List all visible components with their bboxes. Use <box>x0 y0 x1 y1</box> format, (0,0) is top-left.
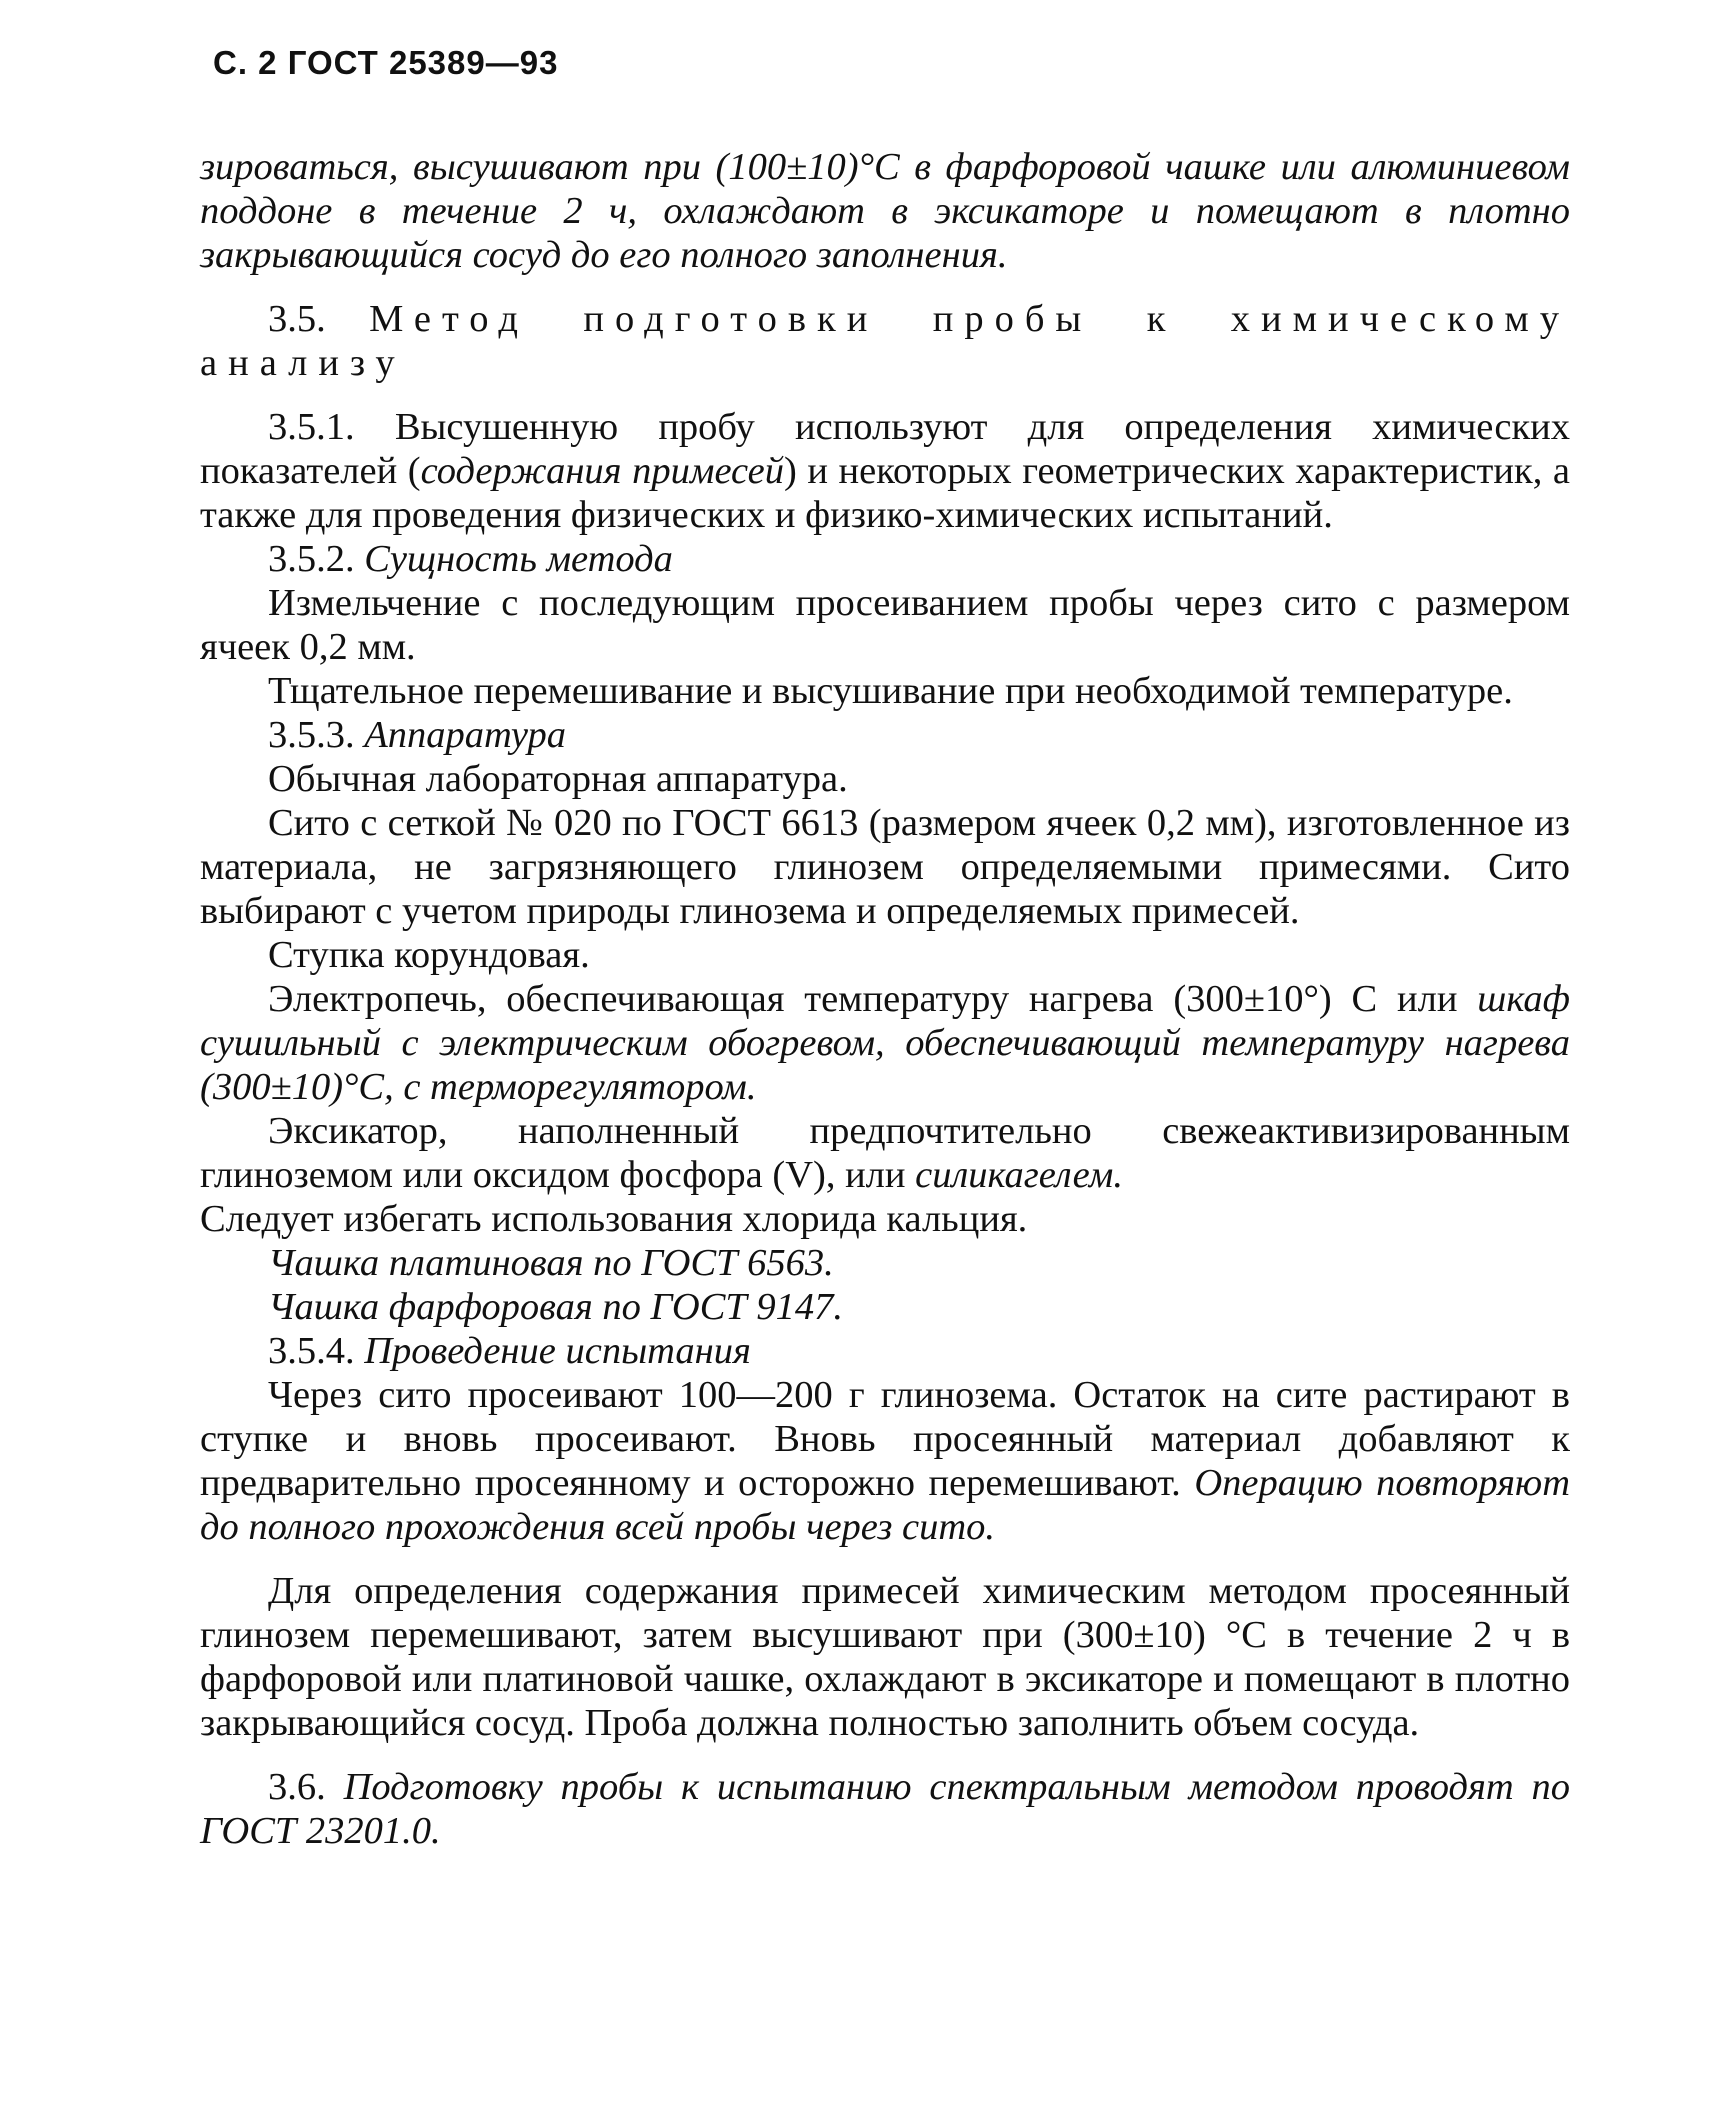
section-3-5-heading <box>200 297 1570 385</box>
section-title: Аппаратура <box>364 714 566 756</box>
paragraph-grinding <box>200 581 1570 669</box>
paragraph-text: Для определения содержания примесей химическим методом просеянный глинозем перемешивают, затем высушивают при (300±10) °С в течение 2 ч в фарфоровой или платиновой чашке, охлаждают в эксикаторе и помещают в плотно закрывающийся сосуд. Проба должна полностью заполнить объем сосуда. <box>200 1570 1570 1744</box>
paragraph-text: Ступка корундовая. <box>268 934 590 976</box>
paragraph-text: Измельчение с последующим просеиванием пробы через сито с размером ячеек 0,2 мм. <box>200 582 1570 668</box>
paragraph-text: Следует избегать использования хлорида кальция. <box>200 1198 1028 1240</box>
paragraph-text: Эксикатор, наполненный предпочтительно свежеактивизированным глиноземом или оксидом фосфора (V), или <box>200 1110 1570 1196</box>
page-body <box>200 145 1570 1853</box>
paragraph-italic: Операцию повторяют до полного прохождения всей пробы через сито. <box>200 1462 1570 1548</box>
paragraph-text: Чашка платиновая по ГОСТ 6563. <box>268 1242 834 1284</box>
paragraph-impurities <box>200 1569 1570 1745</box>
paragraph-furnace <box>200 977 1570 1109</box>
section-number: 3.5. <box>268 298 326 340</box>
continuation-text: зироваться, высушивают при (100±10)°С в фарфоровой чашке или алюминиевом поддоне в течение 2 ч, охлаждают в эксикаторе и помещают в плотно закрывающийся сосуд до его полного заполнения. <box>200 146 1570 276</box>
paragraph-mixing <box>200 669 1570 713</box>
running-header: С. 2 ГОСТ 25389—93 <box>213 44 559 81</box>
section-3-5-2-heading <box>200 537 1570 581</box>
section-title: Сущность метода <box>364 538 673 580</box>
section-number: 3.5.4. <box>268 1330 355 1372</box>
paragraph-text: Тщательное перемешивание и высушивание при необходимой температуре. <box>268 670 1513 712</box>
paragraph-italic: Подготовку пробы к испытанию спектральным методом проводят по ГОСТ 23201.0. <box>200 1766 1570 1852</box>
continuation-paragraph <box>200 145 1570 277</box>
section-number: 3.6. <box>268 1766 326 1808</box>
paragraph-3-5-1 <box>200 405 1570 537</box>
paragraph-calcium <box>200 1197 1570 1241</box>
paragraph-text: ) и некоторых геометрических характеристик, а также для проведения физических и физико-химических испытаний. <box>200 450 1570 536</box>
paragraph-platinum-cup <box>200 1241 1570 1285</box>
section-title: Проведение испытания <box>364 1330 751 1372</box>
paragraph-italic: шкаф сушильный с электрическим обогревом, обеспечивающий температуру нагрева (300±10)°С, с терморегулятором. <box>200 978 1570 1108</box>
paragraph-porcelain-cup <box>200 1285 1570 1329</box>
paragraph-sieve <box>200 801 1570 933</box>
paragraph-3-6 <box>200 1765 1570 1853</box>
paragraph-text: Чашка фарфоровая по ГОСТ 9147. <box>268 1286 844 1328</box>
section-number: 3.5.2. <box>268 538 355 580</box>
section-3-5-4-heading <box>200 1329 1570 1373</box>
paragraph-mortar <box>200 933 1570 977</box>
paragraph-text: Через сито просеивают 100—200 г глинозема. Остаток на сите растирают в ступке и вновь просеивают. Вновь просеянный материал добавляют к предварительно просеянному и осторожно перемешивают. <box>200 1374 1570 1504</box>
paragraph-text: Электропечь, обеспечивающая температуру нагрева (300±10°) С или <box>268 978 1478 1020</box>
paragraph-apparatus <box>200 757 1570 801</box>
paragraph-text: Сито с сеткой № 020 по ГОСТ 6613 (размером ячеек 0,2 мм), изготовленное из материала, не загрязняющего глинозем определяемыми примесями. Сито выбирают с учетом природы глинозема и определяемых примесей. <box>200 802 1570 932</box>
paragraph-italic: содержания примесей <box>420 450 784 492</box>
paragraph-text: Обычная лабораторная аппаратура. <box>268 758 848 800</box>
section-number: 3.5.3. <box>268 714 355 756</box>
paragraph-desiccator <box>200 1109 1570 1197</box>
paragraph-sifting <box>200 1373 1570 1549</box>
paragraph-text: Высушенную пробу используют для определения химических показателей ( <box>200 406 1571 492</box>
paragraph-italic: силикагелем. <box>915 1154 1124 1196</box>
section-3-5-3-heading <box>200 713 1570 757</box>
section-title: Метод подготовки пробы к химическому анализу <box>200 298 1570 384</box>
section-number: 3.5.1. <box>268 406 355 448</box>
